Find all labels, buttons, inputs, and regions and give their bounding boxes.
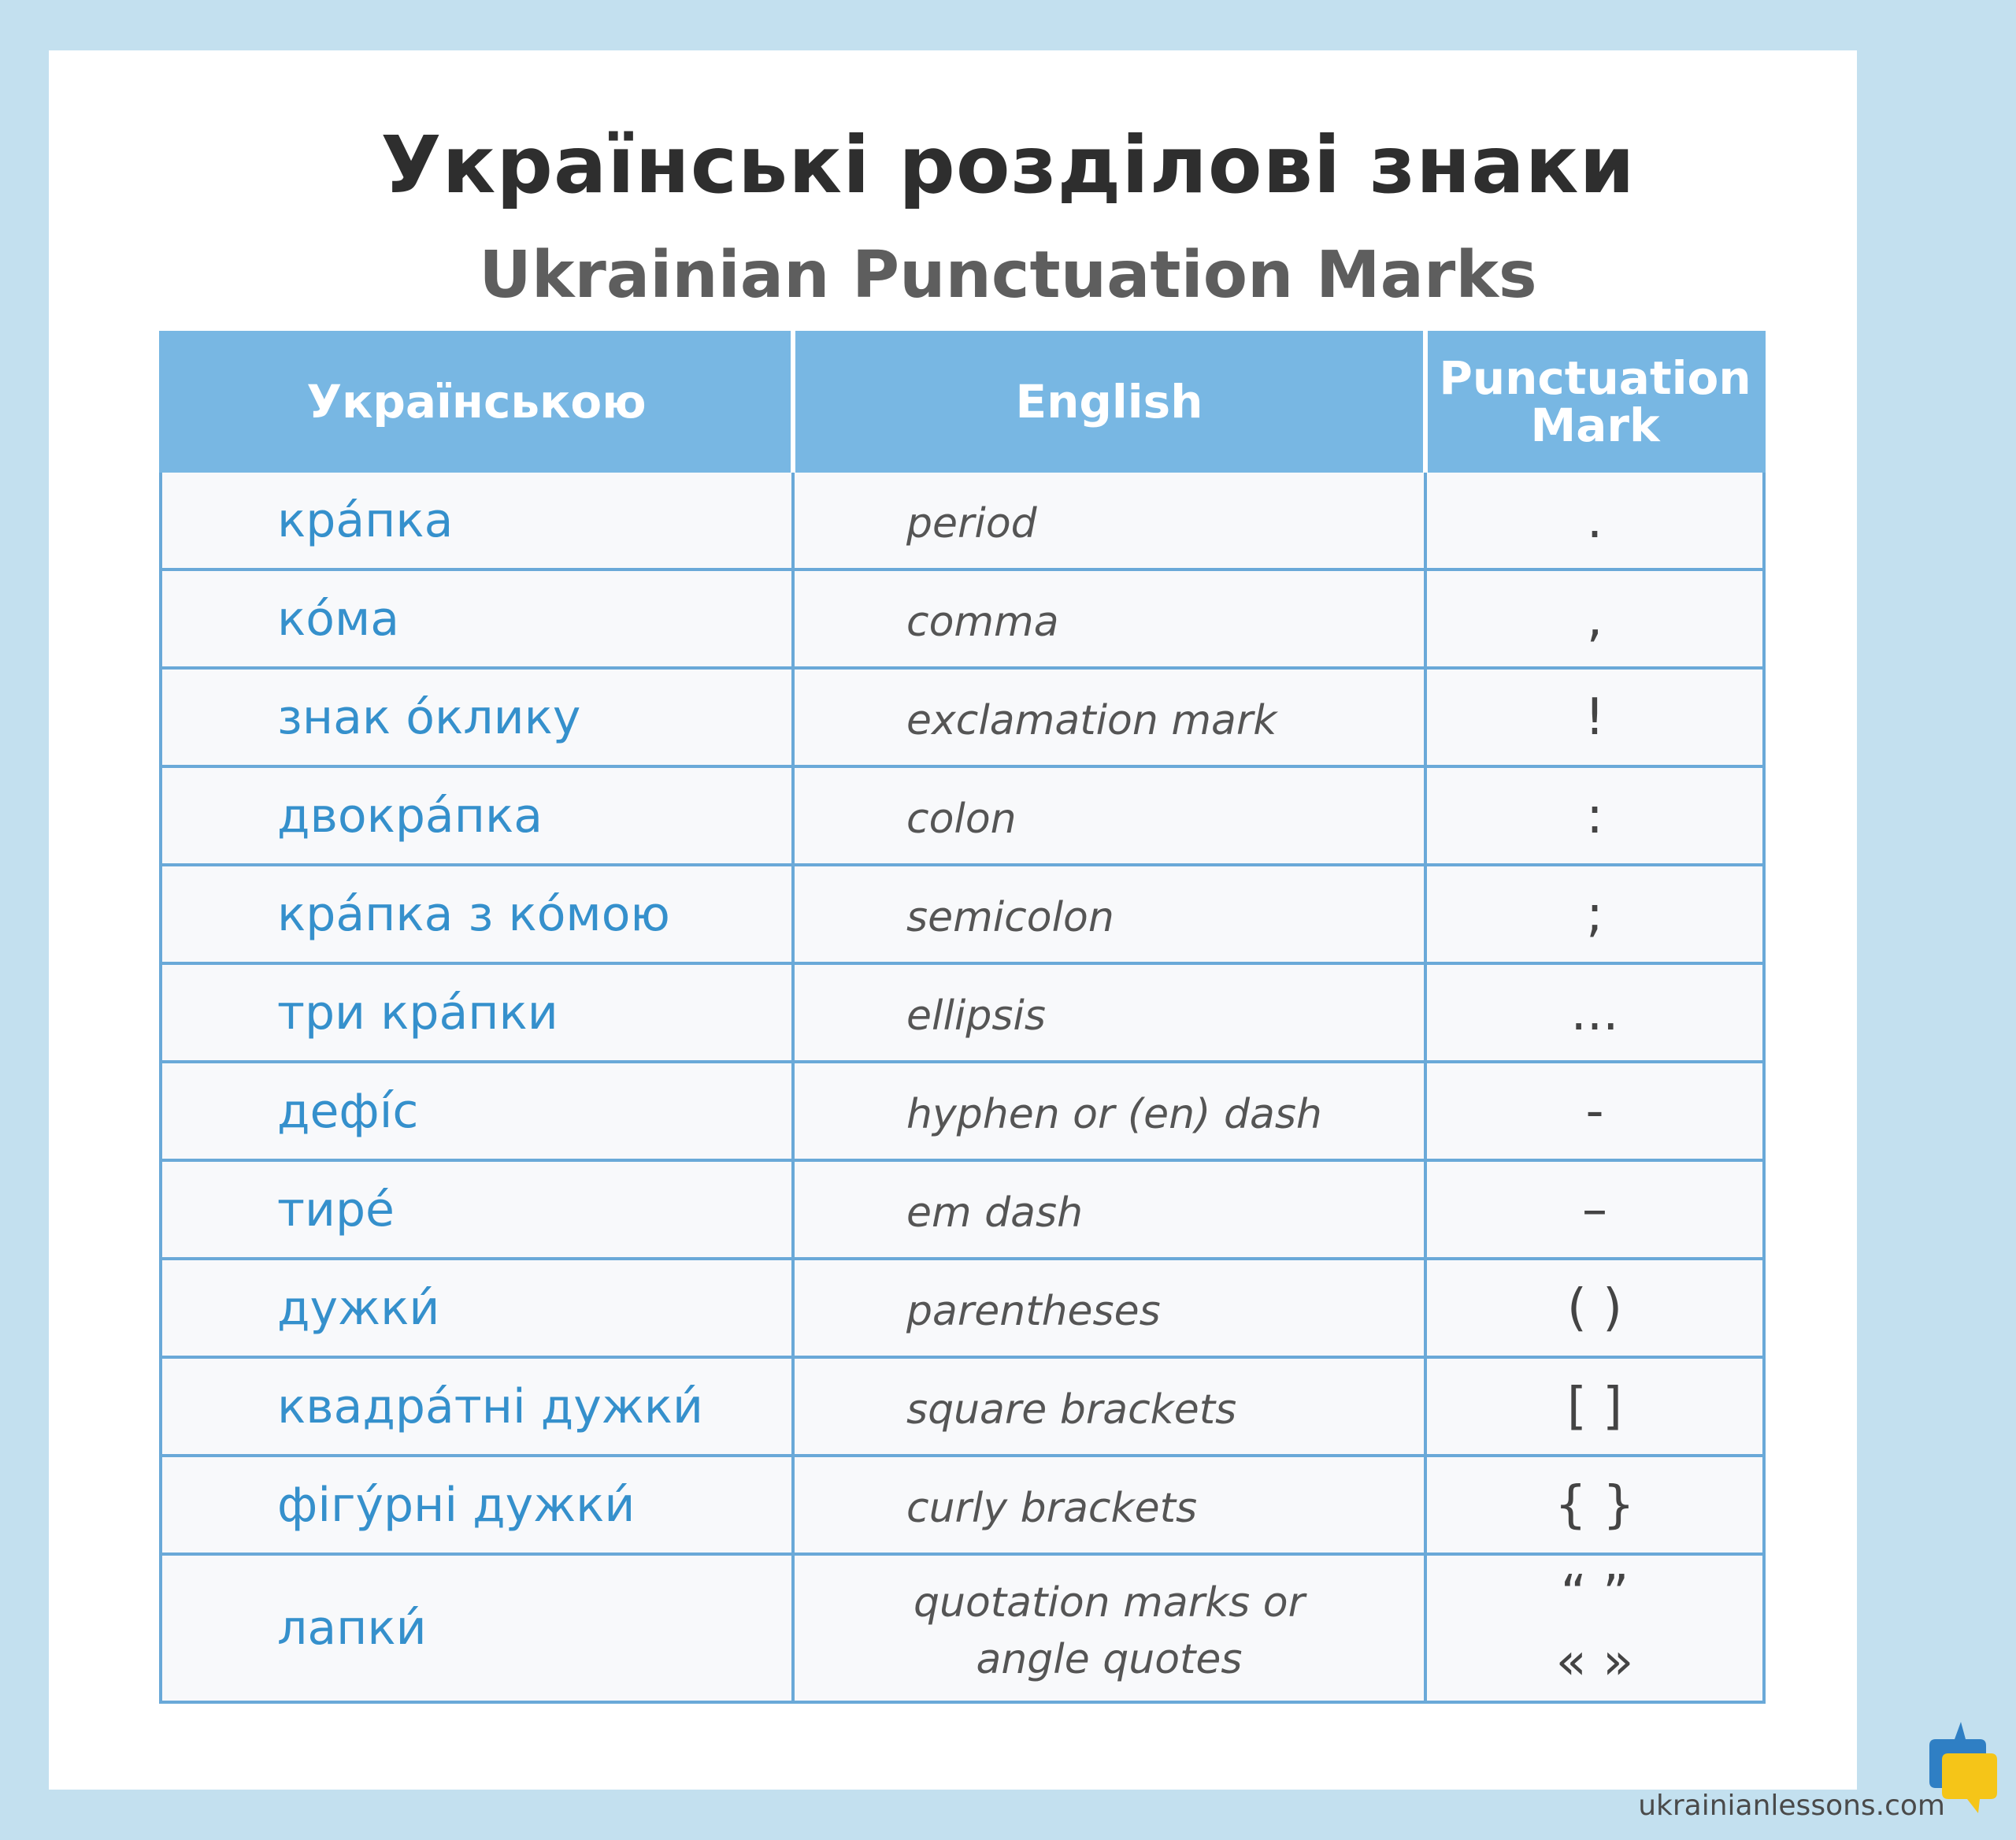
english-term: exclamation mark xyxy=(793,668,1425,766)
punctuation-mark: ! xyxy=(1425,668,1764,766)
table-row xyxy=(161,1259,1764,1357)
english-term: parentheses xyxy=(793,1259,1425,1357)
ukrainian-term: крапка xyxy=(161,471,793,569)
english-term: period xyxy=(793,471,1425,569)
punctuation-mark: . xyxy=(1425,471,1764,569)
english-term: comma xyxy=(793,569,1425,668)
punctuation-table xyxy=(159,331,1766,1704)
ukrainian-term: знак оклику xyxy=(161,668,793,766)
ukrainian-term: три крапки xyxy=(161,963,793,1062)
english-term: em dash xyxy=(793,1160,1425,1259)
table-row xyxy=(161,569,1764,668)
ukrainian-term: двокрапка xyxy=(161,766,793,865)
ukrainian-term: крапка з комою xyxy=(161,865,793,963)
english-term: ellipsis xyxy=(793,963,1425,1062)
table-row xyxy=(161,963,1764,1062)
punctuation-mark: , xyxy=(1425,569,1764,668)
punctuation-mark: – xyxy=(1425,1160,1764,1259)
ukrainian-term: фігурні дужки xyxy=(161,1456,793,1554)
quotation-marks: “ ” xyxy=(1560,1565,1629,1623)
table-row xyxy=(161,1554,1764,1702)
punctuation-mark: : xyxy=(1425,766,1764,865)
ukrainian-term: дефіс xyxy=(161,1062,793,1160)
header-mark-line2: Mark xyxy=(1530,399,1660,452)
header-punctuation-mark xyxy=(1425,332,1764,471)
table-row xyxy=(161,1160,1764,1259)
header-ukrainian: Українською xyxy=(161,332,793,471)
table-row xyxy=(161,1357,1764,1456)
table-row xyxy=(161,471,1764,569)
angle-quotes: « » xyxy=(1555,1633,1634,1691)
punctuation-mark: [ ] xyxy=(1425,1357,1764,1456)
page-subtitle: Ukrainian Punctuation Marks xyxy=(479,238,1537,313)
page-title: Українські розділові знаки xyxy=(380,119,1636,211)
english-term: hyphen or (en) dash xyxy=(793,1062,1425,1160)
ukrainian-term: дужки xyxy=(161,1259,793,1357)
english-term-line2: angle quotes xyxy=(976,1636,1243,1683)
punctuation-mark: ( ) xyxy=(1425,1259,1764,1357)
ukrainian-term: квадратні дужки xyxy=(161,1357,793,1456)
english-term: semicolon xyxy=(793,865,1425,963)
ukrainian-term: лапки xyxy=(161,1554,793,1702)
punctuation-mark: ... xyxy=(1425,963,1764,1062)
punctuation-mark xyxy=(1425,1554,1764,1702)
table-row xyxy=(161,766,1764,865)
english-term xyxy=(793,1554,1425,1702)
ukrainian-term: кома xyxy=(161,569,793,668)
header-mark-line1: Punctuation xyxy=(1439,351,1751,405)
english-term: colon xyxy=(793,766,1425,865)
punctuation-mark: { } xyxy=(1425,1456,1764,1554)
table-row xyxy=(161,1062,1764,1160)
english-term: square brackets xyxy=(793,1357,1425,1456)
table-row xyxy=(161,1456,1764,1554)
english-term: curly brackets xyxy=(793,1456,1425,1554)
english-term-line1: quotation marks or xyxy=(914,1579,1305,1627)
ukrainian-term: тире xyxy=(161,1160,793,1259)
punctuation-mark: ; xyxy=(1425,865,1764,963)
table-row xyxy=(161,668,1764,766)
table-row xyxy=(161,865,1764,963)
header-english: English xyxy=(793,332,1425,471)
punctuation-mark: - xyxy=(1425,1062,1764,1160)
site-url: ukrainianlessons.com xyxy=(1638,1790,1945,1822)
table-header-row xyxy=(161,332,1764,471)
